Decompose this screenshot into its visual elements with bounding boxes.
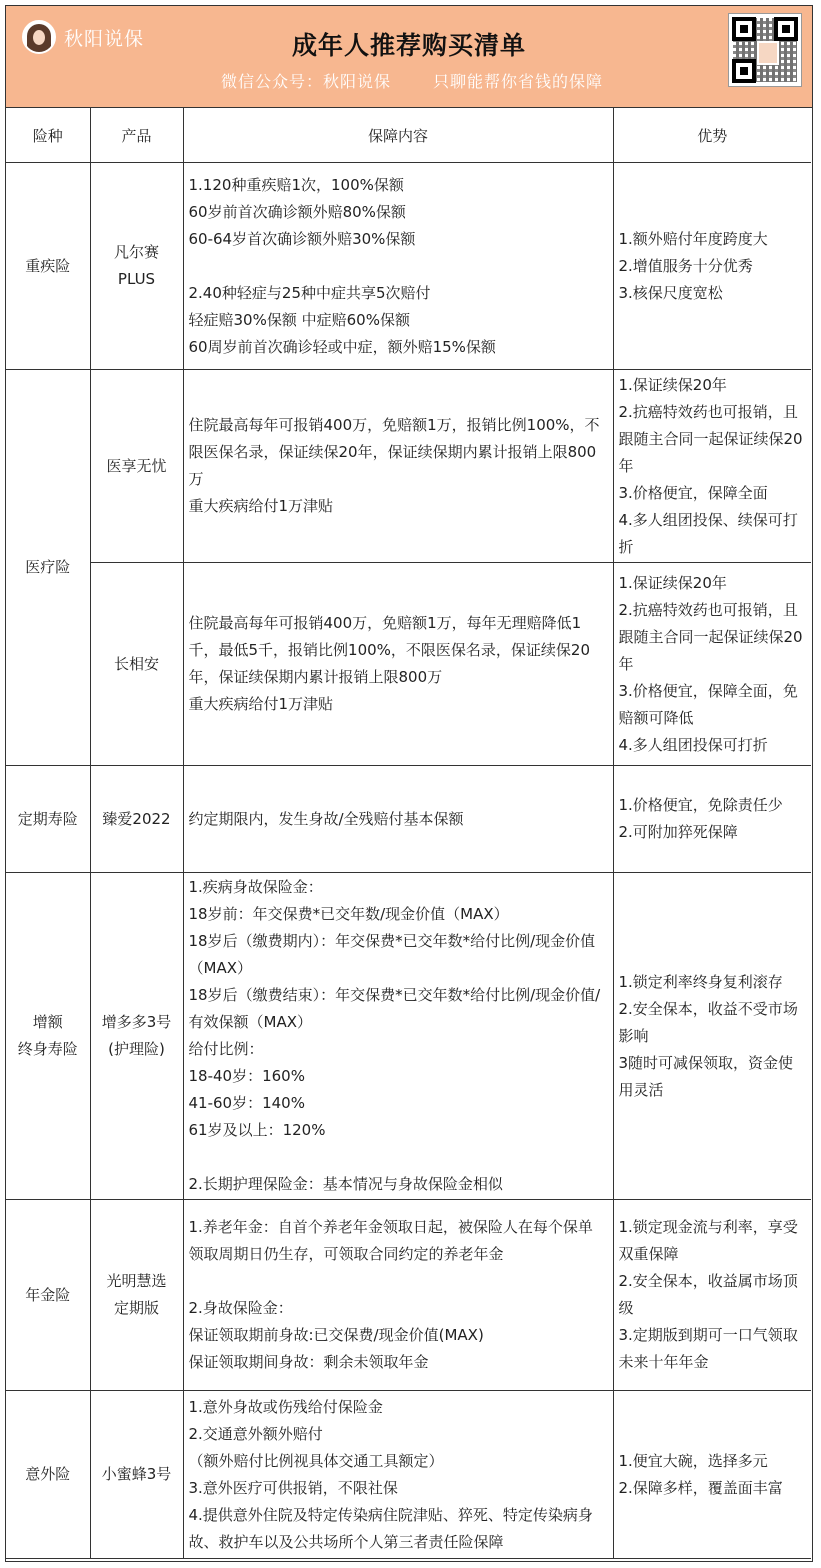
advantages-text: 1.额外赔付年度跨度大 2.增值服务十分优秀 3.核保尺度宽松 (613, 163, 811, 370)
product-name: 臻爱2022 (90, 766, 183, 873)
product-name: 增多多3号 (护理险) (90, 873, 183, 1200)
product-name: 长相安 (90, 563, 183, 766)
coverage-text: 住院最高每年可报销400万，免赔额1万，报销比例100%，不限医保名录，保证续保20年，保证续保期内累计报销上限800万 重大疾病给付1万津贴 (183, 370, 613, 563)
table-row (6, 370, 811, 563)
table-row (6, 163, 811, 370)
table-row (6, 766, 811, 873)
table-row (6, 1391, 811, 1559)
advantages-text: 1.价格便宜，免除责任少 2.可附加猝死保障 (613, 766, 811, 873)
coverage-text: 1.养老年金：自首个养老年金领取日起，被保险人在每个保单领取周期日仍生存，可领取合同约定的养老年金 2.身故保险金： 保证领取期前身故:已交保费/现金价值(MAX) 保证领取期间身故：剩余未领取年金 (183, 1200, 613, 1391)
advantages-text: 1.便宜大碗，选择多元 2.保障多样，覆盖面丰富 (613, 1391, 811, 1559)
table-row (6, 873, 811, 1200)
product-name: 光明慧选 定期版 (90, 1200, 183, 1391)
coverage-text: 1.疾病身故保险金： 18岁前：年交保费*已交年数/现金价值（MAX） 18岁后（缴费期内）：年交保费*已交年数*给付比例/现金价值（MAX） 18岁后（缴费结束）：年交保费*已交年数*给付比例/现金价值/有效保额（MAX） 给付比例： 18-40岁：160% 41-60岁：140% 61岁及以上：120% 2.长期护理保险金：基本情况与身故保险金相似 (183, 873, 613, 1200)
insurance-type: 年金险 (6, 1200, 90, 1391)
col-header-type: 险种 (6, 108, 90, 163)
page-title: 成年人推荐购买清单 (291, 31, 526, 60)
coverage-text: 约定期限内，发生身故/全残赔付基本保额 (183, 766, 613, 873)
table-header-row (6, 108, 811, 163)
qr-code-icon (728, 13, 802, 87)
insurance-table (6, 108, 811, 1559)
col-header-advantages: 优势 (613, 108, 811, 163)
coverage-text: 住院最高每年可报销400万，免赔额1万，每年无理赔降低1千，最低5千，报销比例100%，不限医保名录，保证续保20年，保证续保期内累计报销上限800万 重大疾病给付1万津贴 (183, 563, 613, 766)
advantages-text: 1.保证续保20年 2.抗癌特效药也可报销，且跟随主合同一起保证续保20年 3.价格便宜，保障全面 4.多人组团投保、续保可打折 (613, 370, 811, 563)
table-row (6, 1200, 811, 1391)
product-name: 小蜜蜂3号 (90, 1391, 183, 1559)
page-frame (5, 5, 813, 1562)
insurance-type: 定期寿险 (6, 766, 90, 873)
product-name: 凡尔赛 PLUS (90, 163, 183, 370)
coverage-text: 1.意外身故或伤残给付保险金 2.交通意外额外赔付 （额外赔付比例视具体交通工具额定） 3.意外医疗可供报销，不限社保 4.提供意外住院及特定传染病住院津贴、猝死、特定传染病身故、救护车以及公共场所个人第三者责任险保障 (183, 1391, 613, 1559)
col-header-coverage: 保障内容 (183, 108, 613, 163)
wechat-account: 微信公众号：秋阳说保 (221, 72, 392, 91)
insurance-type: 重疾险 (6, 163, 90, 370)
col-header-product: 产品 (90, 108, 183, 163)
coverage-text: 1.120种重疾赔1次，100%保额 60岁前首次确诊额外赔80%保额 60-64岁首次确诊额外赔30%保额 2.40种轻症与25种中症共享5次赔付 轻症赔30%保额 中症赔60%保额 60周岁前首次确诊轻或中症，额外赔15%保额 (183, 163, 613, 370)
brand-name: 秋阳说保 (64, 27, 145, 50)
product-name: 医享无忧 (90, 370, 183, 563)
slogan: 只聊能帮你省钱的保障 (433, 72, 604, 91)
advantages-text: 1.保证续保20年 2.抗癌特效药也可报销，且跟随主合同一起保证续保20年 3.价格便宜，保障全面，免赔额可降低 4.多人组团投保可打折 (613, 563, 811, 766)
advantages-text: 1.锁定现金流与利率，享受双重保障 2.安全保本，收益属市场顶级 3.定期版到期可一口气领取未来十年年金 (613, 1200, 811, 1391)
header-banner (6, 6, 812, 108)
insurance-type: 增额 终身寿险 (6, 873, 90, 1200)
advantages-text: 1.锁定利率终身复利滚存 2.安全保本，收益不受市场影响 3随时可减保领取，资金使用灵活 (613, 873, 811, 1200)
insurance-type: 医疗险 (6, 370, 90, 766)
table-row (6, 563, 811, 766)
insurance-type: 意外险 (6, 1391, 90, 1559)
